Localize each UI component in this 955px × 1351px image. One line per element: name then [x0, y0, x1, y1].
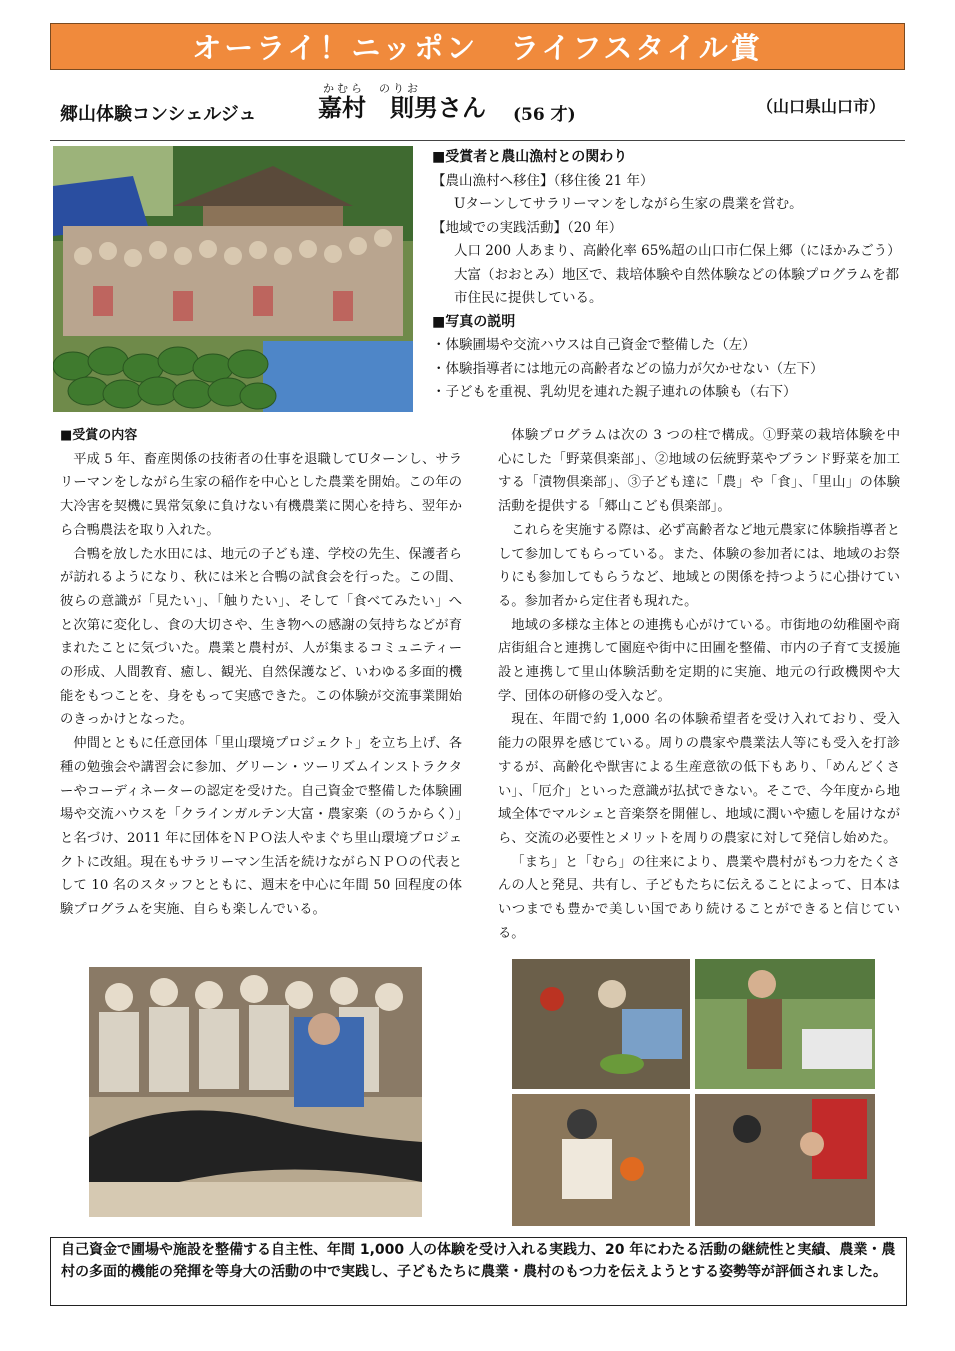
- header-rule: [50, 140, 905, 141]
- body-paragraph: 現在、年間で約 1,000 名の体験希望者を受け入れており、受入能力の限界を感じている。周りの農家や農業法人等にも受入を打診するが、高齢化や獣害による生産意欲の低下もあり、「めんどくさい」、「厄介」といった意識が払拭できない。そこで、今年度から地域全体でマルシェと音楽祭を開催し、地域に潤いや癒しを届けながら、交流の必要性とメリットを周りの農家に対して発信し始めた。: [498, 712, 900, 846]
- awardee-info: [432, 146, 902, 405]
- body-paragraph: 「まち」と「むら」の往来により、農業や農村がもつ力をたくさんの人と発見、共有し、子どもたちに伝えることによって、日本はいつまでも豊かで美しい国であり続けることができると信じている。: [498, 854, 900, 941]
- body-paragraph: 体験プログラムは次の 3 つの柱で構成。①野菜の栽培体験を中心にした「野菜倶楽部」、②地域の伝統野菜やブランド野菜を加工する「漬物倶楽部」、③子ども達に「農」や「食」、「里山」の体験活動を提供する「郷山こども倶楽部」。: [498, 428, 900, 515]
- move-label: 【農山漁村へ移住】（移住後 21 年）: [432, 172, 654, 189]
- children-photo-collage: [512, 959, 875, 1226]
- awardee-role: 郷山体験コンシェルジュ: [60, 104, 257, 125]
- awardee-name: 嘉村 則男さん: [318, 93, 486, 122]
- body-paragraph: 仲間とともに任意団体「里山環境プロジェクト」を立ち上げ、各種の勉強会や講習会に参加、グリーン・ツーリズムインストラクターやコーディネーターの認定を受けた。自己資金で整備した体験圃場や交流ハウスを「クラインガルテン大富・農家楽（のうからく）」と名づけ、2011 年に団体をＮＰＯ法人やまぐち里山環境プロジェクトに改組。現在もサラリーマン生活を続けながらＮＰＯの代表として 10 名のスタッフとともに、週末を中心に年間 50 回程度の体験プログラムを実施、自らも楽しんでいる。: [60, 736, 462, 918]
- photo-caption-item: ・体験指導者には地元の高齢者などの協力が欠かせない（左下）: [432, 360, 824, 377]
- move-text: Uターンしてサラリーマンをしながら生家の農業を営む。: [454, 196, 803, 212]
- evaluation-summary: [50, 1237, 907, 1306]
- awardee-header: [60, 82, 905, 142]
- instructor-photo: [89, 967, 422, 1217]
- body-left-column: [60, 424, 462, 922]
- photo-caption-item: ・子どもを重視、乳幼児を連れた親子連れの体験も（右下）: [432, 384, 797, 400]
- body-paragraph: 地域の多様な主体との連携も心がけている。市街地の幼稚園や商店街組合と連携して園庭や街中に田圃を整備、市内の子育て支援施設と連携して里山体験活動を定期的に実施、地元の行政機関や大学、団体の研修の受入など。: [498, 617, 900, 704]
- activity-label: 【地域での実践活動】（20 年）: [432, 219, 623, 236]
- award-banner: [50, 23, 905, 70]
- body-paragraph: 平成 5 年、畜産関係の技術者の仕事を退職してUターンし、サラリーマンをしながら生家の稲作を中心とした農業を開始。この年の大冷害を契機に異常気象に負けない有機農業に関心を持ち、翌年から合鴨農法を取り入れた。: [60, 451, 462, 538]
- body-paragraph: 合鴨を放した水田には、地元の子ども達、学校の先生、保護者らが訪れるようになり、秋には米と合鴨の試食会を行った。この間、彼らの意識が「見たい」、「触りたい」、そして「食べてみたい」へと次第に変化し、食の大切さや、生き物への感謝の気持ちなどが育まれたことに気づいた。農業と農村が、人が集まるコミュニティーの形成、人間教育、癒し、観光、自然保護など、いわゆる多面的機能をもつことを、身をもって実感できた。この体験が交流事業開始のきっかけとなった。: [60, 546, 462, 728]
- photo-caption-item: ・体験圃場や交流ハウスは自己資金で整備した（左）: [432, 337, 756, 353]
- relation-heading: ■受賞者と農山漁村との関わり: [432, 149, 628, 165]
- name-ruby: かむら のりお: [323, 82, 421, 95]
- group-photo: [53, 146, 413, 412]
- award-title: オーライ！ニッポン ライフスタイル賞: [192, 31, 763, 65]
- awardee-place: （山口県山口市）: [756, 97, 885, 116]
- awardee-age: (56 才): [513, 105, 576, 125]
- summary-text: 自己資金で圃場や施設を整備する自主性、年間 1,000 人の体験を受け入れる実践力、20 年にわたる活動の継続性と実績、農業・農村の多面的機能の発揮を等身大の活動の中で実践し、子どもたちに農業・農村のもつ力を伝えようとする姿勢等が評価されました。: [61, 1242, 896, 1280]
- activity-text: 人口 200 人あまり、高齢化率 65%超の山口市仁保上郷（にほかみごう）大富（おおとみ）地区で、栽培体験や自然体験などの体験プログラムを都市住民に提供している。: [454, 243, 901, 306]
- body-paragraph: これらを実施する際は、必ず高齢者など地元農家に体験指導者として参加してもらっている。また、体験の参加者には、地域のお祭りにも参加してもらうなど、地域との関係を持つように心掛けている。参加者から定住者も現れた。: [498, 522, 900, 609]
- body-heading: ■受賞の内容: [60, 428, 138, 443]
- body-right-column: [498, 424, 900, 945]
- photo-heading: ■写真の説明: [432, 313, 516, 330]
